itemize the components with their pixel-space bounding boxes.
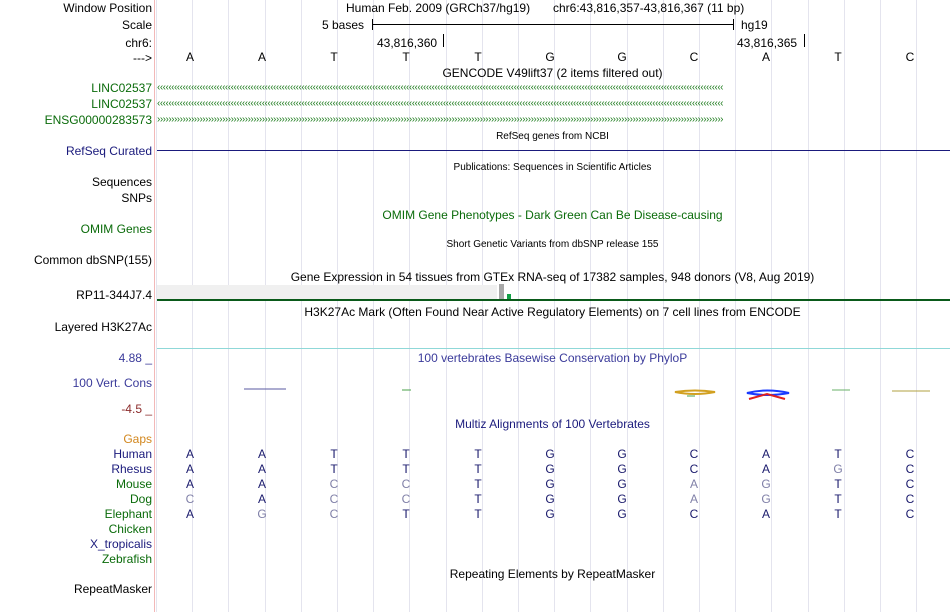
gene-ensg00000283573[interactable] [157, 115, 948, 125]
alignment-base: T [834, 477, 842, 491]
alignment-base: T [834, 447, 842, 461]
label-species-elephant: Elephant [104, 507, 152, 521]
alignment-base: C [401, 492, 411, 506]
alignment-base: A [257, 492, 266, 506]
alignment-base: G [545, 477, 555, 491]
scale-bar [372, 24, 733, 25]
reference-base: C [905, 50, 915, 64]
repeatmasker-title: Repeating Elements by RepeatMasker [449, 567, 656, 581]
reference-base: G [617, 50, 627, 64]
alignment-base: T [474, 462, 482, 476]
label-refseq-curated[interactable]: RefSeq Curated [65, 144, 152, 158]
label-cons-max: 4.88 _ [118, 351, 152, 365]
alignment-base: C [905, 447, 915, 461]
multiz-title: Multiz Alignments of 100 Vertebrates [455, 417, 650, 431]
h3k27ac-title: H3K27Ac Mark (Often Found Near Active Regulatory Elements) on 7 cell lines from ENCODE [304, 305, 801, 319]
coord-tick-2 [804, 34, 805, 47]
label-linc02537-1[interactable]: LINC02537 [91, 81, 152, 95]
dbsnp-title: Short Genetic Variants from dbSNP release 155 [446, 239, 659, 250]
reference-base: G [545, 50, 555, 64]
refseq-title: RefSeq genes from NCBI [496, 131, 609, 142]
alignment-base: C [401, 477, 411, 491]
phylop-conservation-plot[interactable] [155, 380, 950, 404]
alignment-base: T [330, 462, 338, 476]
label-rp11[interactable]: RP11-344J7.4 [76, 288, 152, 302]
reference-base: T [330, 50, 338, 64]
reference-base: A [761, 50, 770, 64]
scale-bar-right-tick [733, 19, 734, 30]
label-species-human: Human [113, 447, 152, 461]
alignment-base: T [834, 507, 842, 521]
gtex-bar-grey[interactable] [499, 284, 504, 299]
position-readout: chr6:43,816,357-43,816,367 (11 bp) [553, 1, 745, 15]
coord-label-2: 43,816,365 [737, 36, 798, 50]
alignment-base: C [329, 507, 339, 521]
label-species-chicken: Chicken [108, 522, 152, 536]
refseq-gene-line[interactable] [157, 150, 950, 151]
alignment-base: A [185, 477, 194, 491]
label-species-rhesus: Rhesus [111, 462, 152, 476]
gtex-background [157, 285, 497, 300]
strand-chevrons: ‹‹‹‹‹‹‹‹‹‹‹‹‹‹‹‹‹‹‹‹‹‹‹‹‹‹‹‹‹‹‹‹‹‹‹‹‹‹‹‹‹‹‹‹‹‹‹‹‹‹‹‹‹‹‹‹‹‹‹‹‹‹‹‹‹‹‹‹‹‹‹‹‹‹‹‹‹‹‹‹‹‹‹‹‹‹‹‹‹‹‹‹‹‹‹‹‹‹‹‹‹‹‹‹‹‹‹‹‹‹‹‹‹‹‹‹‹‹‹‹‹‹‹‹‹‹‹‹‹‹‹‹‹‹‹‹‹‹‹‹‹‹‹‹‹‹‹‹‹‹‹‹‹‹‹‹‹‹‹‹‹‹‹‹‹‹‹‹‹‹‹‹‹‹‹‹‹‹‹‹‹‹‹‹‹‹‹‹‹‹‹‹‹‹‹‹‹‹‹‹ [157, 99, 724, 109]
strand-chevrons: ‹‹‹‹‹‹‹‹‹‹‹‹‹‹‹‹‹‹‹‹‹‹‹‹‹‹‹‹‹‹‹‹‹‹‹‹‹‹‹‹‹‹‹‹‹‹‹‹‹‹‹‹‹‹‹‹‹‹‹‹‹‹‹‹‹‹‹‹‹‹‹‹‹‹‹‹‹‹‹‹‹‹‹‹‹‹‹‹‹‹‹‹‹‹‹‹‹‹‹‹‹‹‹‹‹‹‹‹‹‹‹‹‹‹‹‹‹‹‹‹‹‹‹‹‹‹‹‹‹‹‹‹‹‹‹‹‹‹‹‹‹‹‹‹‹‹‹‹‹‹‹‹‹‹‹‹‹‹‹‹‹‹‹‹‹‹‹‹‹‹‹‹‹‹‹‹‹‹‹‹‹‹‹‹‹‹‹‹‹‹‹‹‹‹‹‹‹‹‹‹ [157, 83, 724, 93]
reference-base: A [185, 50, 194, 64]
alignment-base: A [761, 507, 770, 521]
coord-label-1: 43,816,360 [377, 36, 438, 50]
gtex-gene-line[interactable] [157, 299, 950, 301]
alignment-base: A [689, 477, 698, 491]
alignment-base: T [474, 477, 482, 491]
alignment-base: A [185, 507, 194, 521]
omim-title: OMIM Gene Phenotypes - Dark Green Can Be Disease-causing [382, 208, 723, 222]
alignment-base: C [689, 507, 699, 521]
label-scale: Scale [121, 18, 152, 32]
alignment-base: G [617, 492, 627, 506]
alignment-base: G [617, 462, 627, 476]
reference-base: T [834, 50, 842, 64]
alignment-base: G [833, 462, 843, 476]
alignment-base: A [185, 447, 194, 461]
label-species-zebrafish: Zebrafish [101, 552, 152, 566]
reference-base: A [257, 50, 266, 64]
gencode-title: GENCODE V49lift37 (2 items filtered out) [442, 66, 663, 80]
gene-linc02537-1[interactable] [157, 83, 948, 93]
alignment-base: G [545, 492, 555, 506]
alignment-base: T [834, 492, 842, 506]
alignment-base: G [617, 477, 627, 491]
label-window-position: Window Position [63, 1, 152, 15]
phylop-title: 100 vertebrates Basewise Conservation by PhyloP [417, 351, 688, 365]
scale-bar-left-tick [372, 19, 373, 30]
alignment-base: C [329, 477, 339, 491]
alignment-base: C [185, 492, 195, 506]
alignment-base: T [474, 492, 482, 506]
label-strand-arrow: ---> [133, 51, 152, 65]
label-repeatmasker[interactable]: RepeatMasker [73, 582, 152, 596]
alignment-base: T [474, 447, 482, 461]
alignment-base: C [689, 462, 699, 476]
label-gaps: Gaps [123, 432, 152, 446]
label-omim-genes[interactable]: OMIM Genes [80, 222, 152, 236]
h3k27ac-signal-line[interactable] [157, 348, 950, 349]
gtex-title: Gene Expression in 54 tissues from GTEx RNA-seq of 17382 samples, 948 donors (V8, Aug 2019) [290, 270, 815, 284]
label-common-dbsnp[interactable]: Common dbSNP(155) [33, 253, 152, 267]
coord-tick-1 [443, 34, 444, 47]
alignment-base: C [905, 477, 915, 491]
label-cons-min: -4.5 _ [121, 402, 152, 416]
alignment-base: C [905, 507, 915, 521]
scale-db-label: hg19 [741, 18, 768, 32]
assembly-title: Human Feb. 2009 (GRCh37/hg19) [346, 1, 531, 15]
reference-base: C [689, 50, 699, 64]
alignment-base: T [402, 462, 410, 476]
reference-base: T [402, 50, 410, 64]
alignment-base: T [330, 447, 338, 461]
gene-linc02537-2[interactable] [157, 99, 948, 109]
alignment-base: C [905, 462, 915, 476]
label-ensg[interactable]: ENSG00000283573 [44, 113, 152, 127]
alignment-base: T [402, 447, 410, 461]
alignment-base: A [689, 492, 698, 506]
label-sequences[interactable]: Sequences [91, 175, 152, 189]
alignment-base: A [185, 462, 194, 476]
label-100-vert-cons[interactable]: 100 Vert. Cons [72, 376, 152, 390]
publications-title: Publications: Sequences in Scientific Articles [453, 162, 652, 173]
alignment-base: G [617, 507, 627, 521]
alignment-base: T [474, 507, 482, 521]
alignment-base: A [761, 462, 770, 476]
alignment-base: A [257, 447, 266, 461]
alignment-base: A [761, 447, 770, 461]
label-linc02537-2[interactable]: LINC02537 [91, 97, 152, 111]
alignment-base: C [329, 492, 339, 506]
alignment-base: C [689, 447, 699, 461]
alignment-base: G [545, 507, 555, 521]
label-species-xtropicalis: X_tropicalis [89, 537, 152, 551]
label-layered-h3k27ac[interactable]: Layered H3K27Ac [54, 320, 152, 334]
label-chr: chr6: [125, 36, 152, 50]
alignment-base: A [257, 477, 266, 491]
alignment-base: G [545, 462, 555, 476]
reference-base: T [474, 50, 482, 64]
alignment-base: G [257, 507, 267, 521]
scale-bases-label: 5 bases [322, 18, 365, 32]
alignment-base: A [257, 462, 266, 476]
label-species-mouse: Mouse [115, 477, 152, 491]
alignment-base: G [761, 492, 771, 506]
strand-chevrons: ›››››››››››››››››››››››››››››››››››››››››››››››››››››››››››››››››››››››››››››››››››››››››››››››››››››››››››››››››››››››››››››››››››››››››››››››››››››››››››››››››››››››››››››››››››››››››››››››››››››››› [157, 115, 724, 125]
alignment-base: G [617, 447, 627, 461]
label-snps[interactable]: SNPs [121, 191, 152, 205]
phylop-mark-3 [675, 391, 715, 395]
alignment-base: C [905, 492, 915, 506]
label-species-dog: Dog [129, 492, 152, 506]
alignment-base: T [402, 507, 410, 521]
alignment-base: G [761, 477, 771, 491]
alignment-base: G [545, 447, 555, 461]
